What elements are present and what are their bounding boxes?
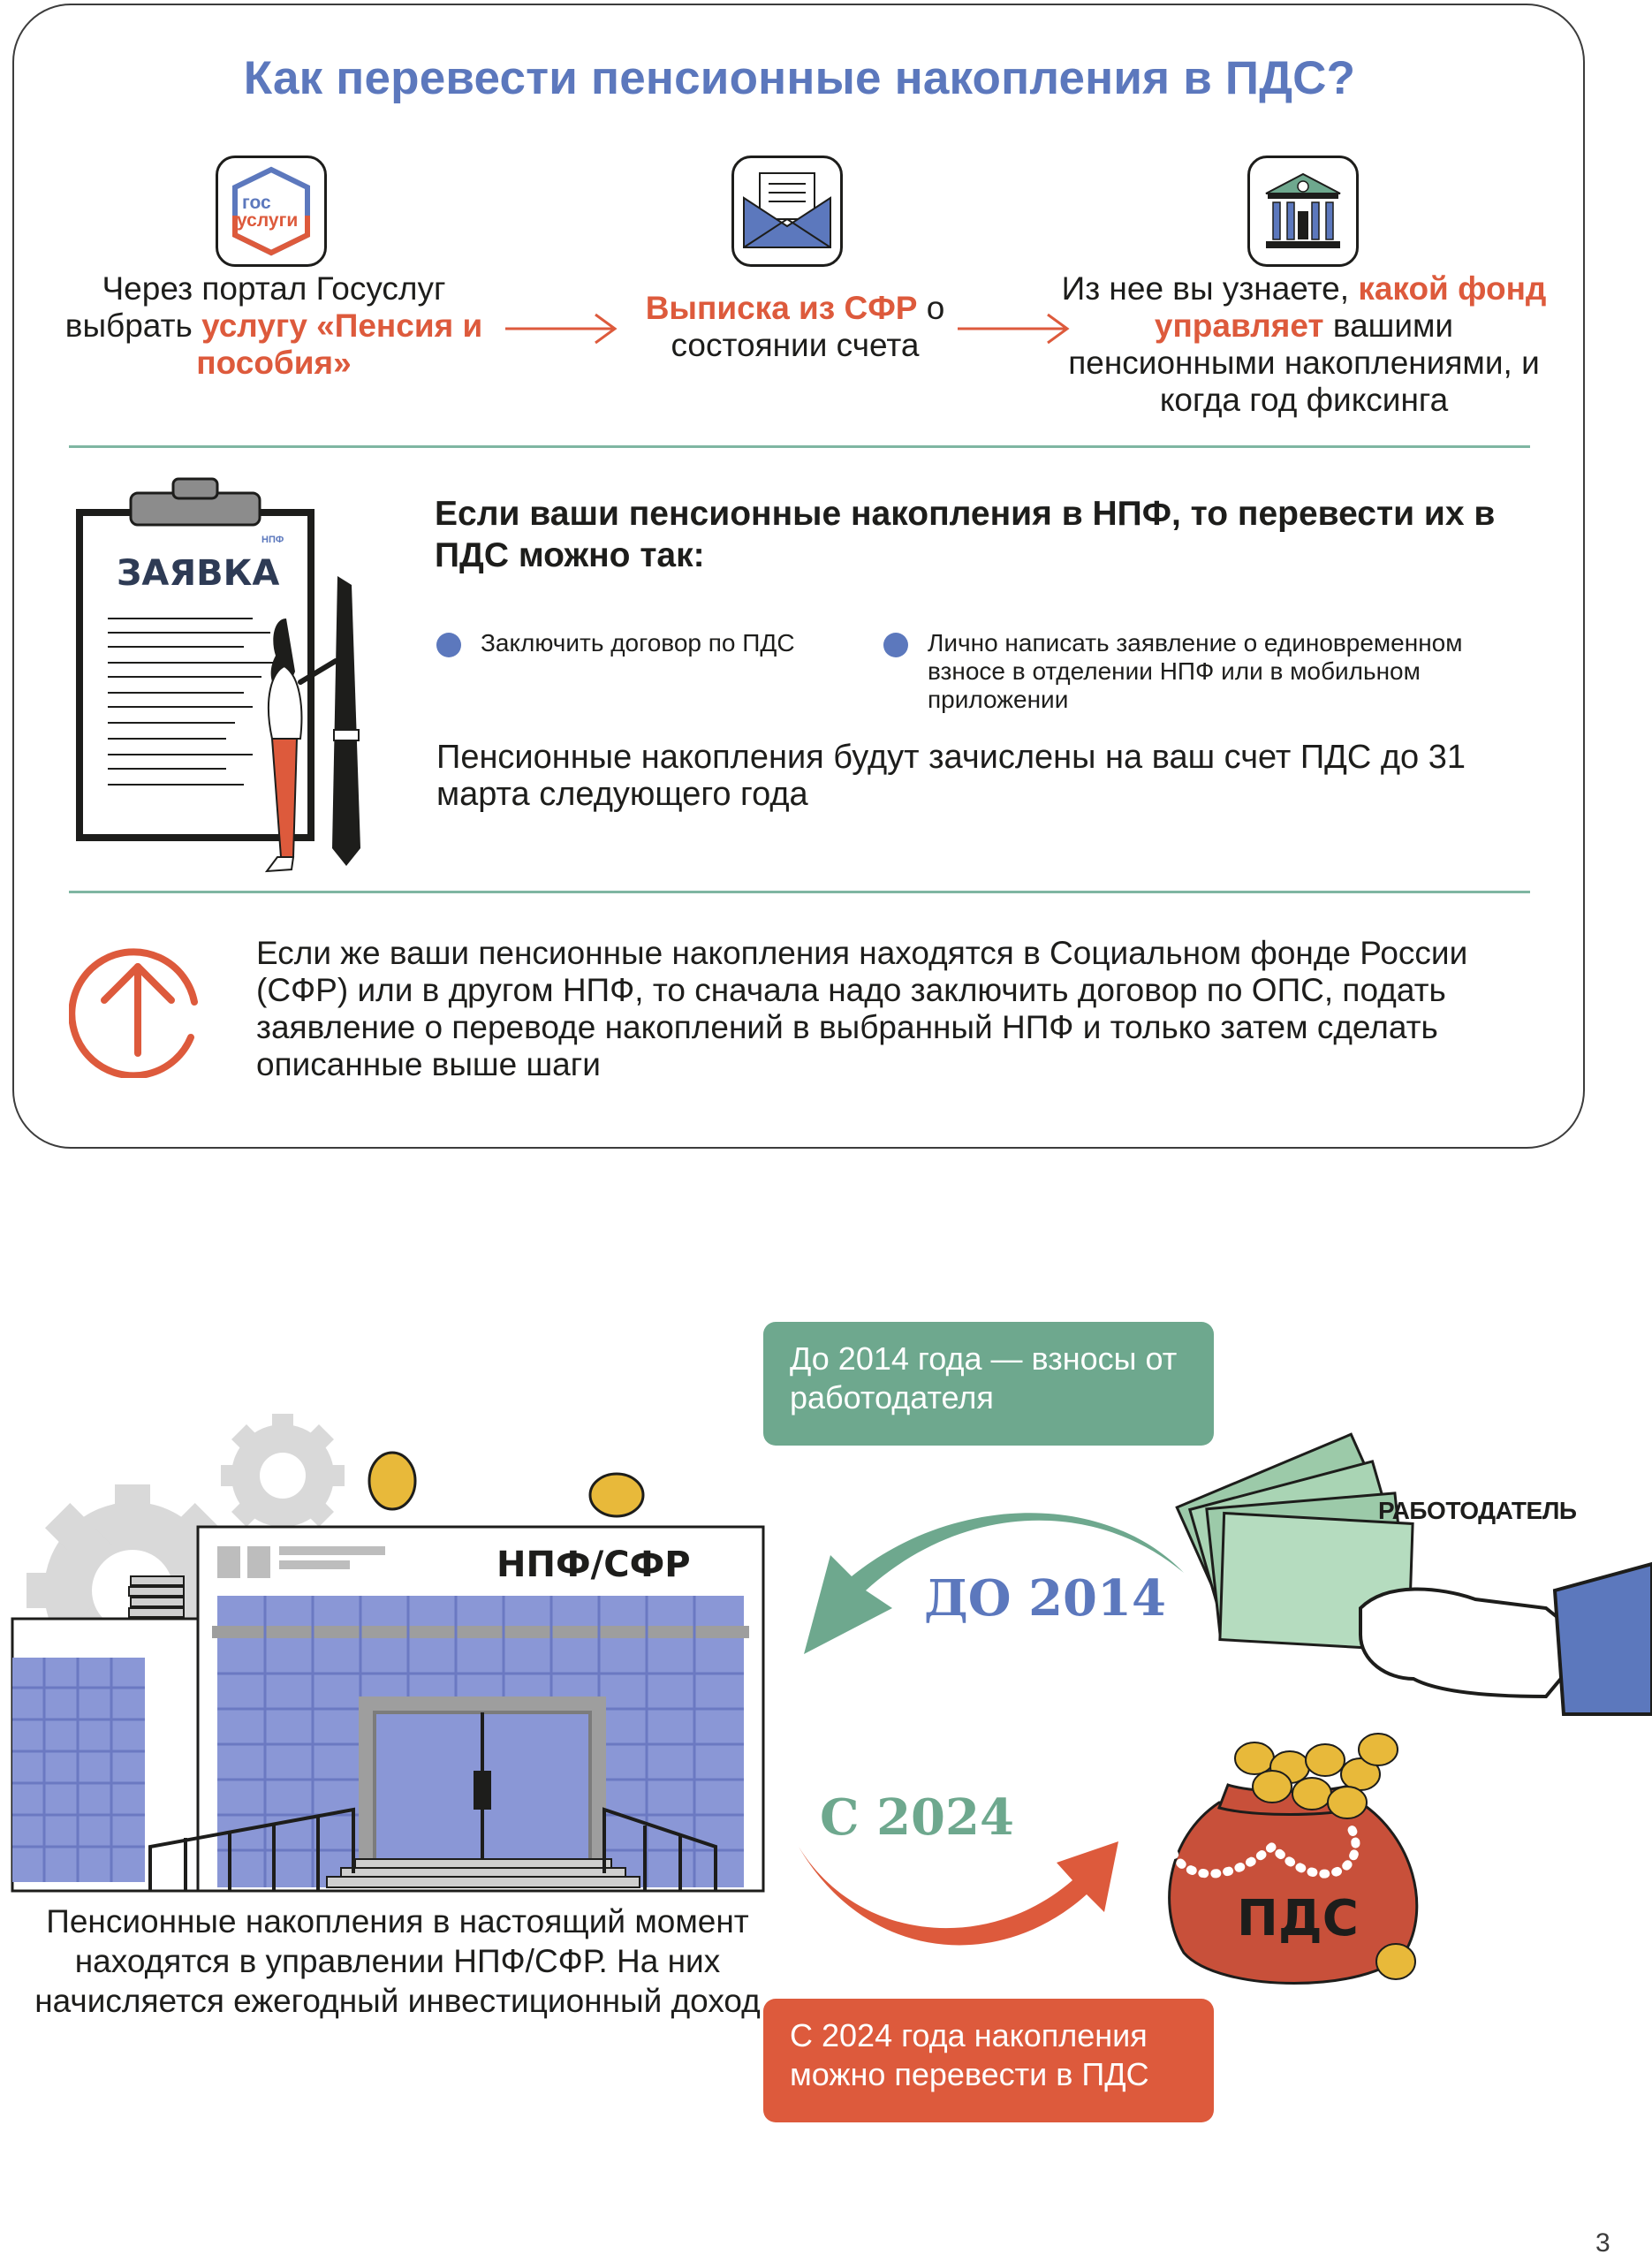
bank-icon bbox=[1247, 156, 1359, 267]
arrow-up-circle-icon bbox=[69, 940, 207, 1078]
bullet-text: Заключить договор по ПДС bbox=[481, 629, 795, 657]
clipboard-small-label: НПФ bbox=[261, 535, 284, 545]
arrow-label-since-2024: С 2024 bbox=[820, 1788, 1014, 1847]
application-clipboard-illustration bbox=[76, 477, 376, 875]
page-number: 3 bbox=[1595, 2228, 1610, 2258]
step-3-text-post: вашими пенсионными накоплениями, и когда год фиксинга bbox=[1068, 307, 1540, 418]
ops-transfer-text: Если же ваши пенсионные накопления находятся в Социальном фонде России (СФР) или в другом НПФ, то сначала надо заключить договор по ОПС, подать заявление о переводе накоплений в выбранный НПФ и только затем сделать описанные выше шаги bbox=[256, 935, 1468, 1082]
step-2-text-post: о состоянии счета bbox=[671, 290, 945, 363]
step-3-text bbox=[1048, 270, 1560, 419]
step-1-highlight: услугу «Пенсия и пособия» bbox=[196, 307, 483, 381]
bullet-dot-icon bbox=[436, 633, 461, 657]
step-2-text bbox=[618, 290, 972, 364]
step-1-text-pre: Через портал Госуслуг выбрать bbox=[64, 270, 446, 344]
page-title: Как перевести пенсионные накопления в ПДС? bbox=[243, 52, 1356, 104]
bag-label: ПДС bbox=[1237, 1890, 1359, 1947]
step-arrow-1-icon bbox=[504, 311, 618, 346]
npf-transfer-note: Пенсионные накопления будут зачислены на ваш счет ПДС до 31 марта следующего года bbox=[436, 739, 1466, 813]
arrow-label-before-2014: ДО 2014 bbox=[924, 1569, 1166, 1628]
clipboard-title: ЗАЯВКА bbox=[117, 553, 280, 594]
step-arrow-2-icon bbox=[956, 311, 1071, 346]
gosuslugi-logo-line1: гос bbox=[242, 193, 271, 213]
before-2014-box: До 2014 года — взносы от работодателя bbox=[763, 1322, 1214, 1446]
building-sign: НПФ/СФР bbox=[496, 1545, 691, 1585]
envelope-icon bbox=[731, 156, 843, 267]
bullet-text: Лично написать заявление о единовременном взносе в отделении НПФ или в мобильном приложении bbox=[928, 629, 1463, 713]
gosuslugi-icon bbox=[216, 156, 327, 267]
step-2-highlight: Выписка из СФР bbox=[645, 290, 918, 326]
gosuslugi-logo-line2: услуги bbox=[237, 210, 299, 231]
npf-heading: Если ваши пенсионные накопления в НПФ, то перевести их в ПДС можно так: bbox=[435, 495, 1496, 574]
employer-label: РАБОТОДАТЕЛЬ bbox=[1378, 1497, 1577, 1524]
divider-top bbox=[69, 445, 1530, 448]
step-3-highlight: какой фонд управляет bbox=[1154, 270, 1547, 344]
bullet-item bbox=[883, 629, 1537, 714]
step-3-text-pre: Из нее вы узнаете, bbox=[1061, 270, 1359, 307]
divider-bottom bbox=[69, 891, 1530, 893]
pds-money-bag-illustration bbox=[1148, 1732, 1440, 1997]
bullet-item bbox=[436, 629, 843, 657]
building-caption: Пенсионные накопления в настоящий момент находятся в управлении НПФ/СФР. На них начисляется ежегодный инвестиционный доход bbox=[34, 1903, 761, 2019]
since-2024-box: С 2024 года накопления можно перевести в ПДС bbox=[763, 1999, 1214, 2122]
employer-money-hand-illustration bbox=[1175, 1431, 1652, 1758]
npf-building-illustration bbox=[9, 1414, 786, 1909]
bullet-dot-icon bbox=[883, 633, 908, 657]
step-1-text bbox=[53, 270, 495, 382]
